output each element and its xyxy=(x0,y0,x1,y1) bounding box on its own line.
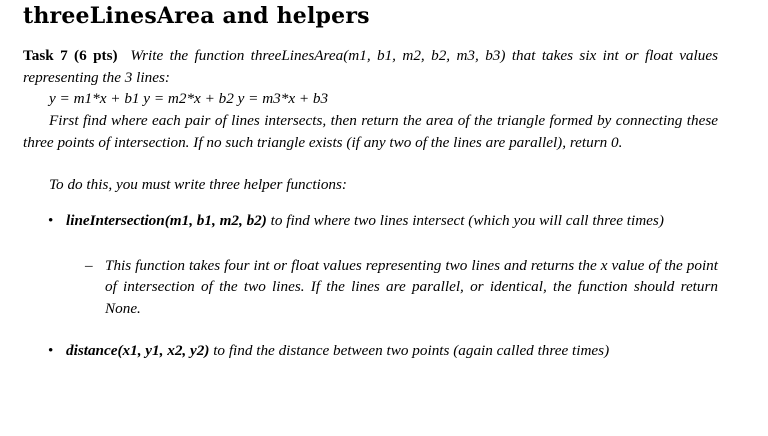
helper-description: to find the distance between two points (again called three times) xyxy=(209,342,610,359)
task-intro-text: Write the function threeLinesArea(m1, b1, m2, b2, m3, b3) that takes six int or float values representing the 3 lines: xyxy=(23,47,718,86)
helper-signature: distance(x1, y1, x2, y2) xyxy=(66,342,210,359)
task-label: Task 7 (6 pts) xyxy=(23,47,118,64)
section-title: threeLinesArea and helpers xyxy=(23,3,370,29)
helpers-intro: To do this, you must write three helper functions: xyxy=(49,176,347,193)
dash-marker: – xyxy=(85,256,93,274)
helper-subitem xyxy=(23,255,718,320)
helper-subitem-text: This function takes four int or float values representing two lines and returns the x value of the point of intersection of the two lines. If the lines are parallel, or identical, the function should return None. xyxy=(105,256,718,317)
equations-line: y = m1*x + b1 y = m2*x + b2 y = m3*x + b3 xyxy=(49,90,329,107)
task-intro-paragraph xyxy=(23,45,718,88)
helper-item-line-intersection xyxy=(23,210,718,232)
task-description: First find where each pair of lines intersects, then return the area of the triangle formed by connecting these three points of intersection. If no such triangle exists (if any two of the lines are parallel), return 0. xyxy=(23,112,718,151)
bullet-marker: • xyxy=(48,342,54,359)
bullet-marker: • xyxy=(48,212,54,229)
helper-description: to find where two lines intersect (which you will call three times) xyxy=(266,212,664,229)
helper-signature: lineIntersection(m1, b1, m2, b2) xyxy=(66,212,267,229)
helper-list xyxy=(23,210,718,362)
helper-item-distance xyxy=(23,340,718,362)
